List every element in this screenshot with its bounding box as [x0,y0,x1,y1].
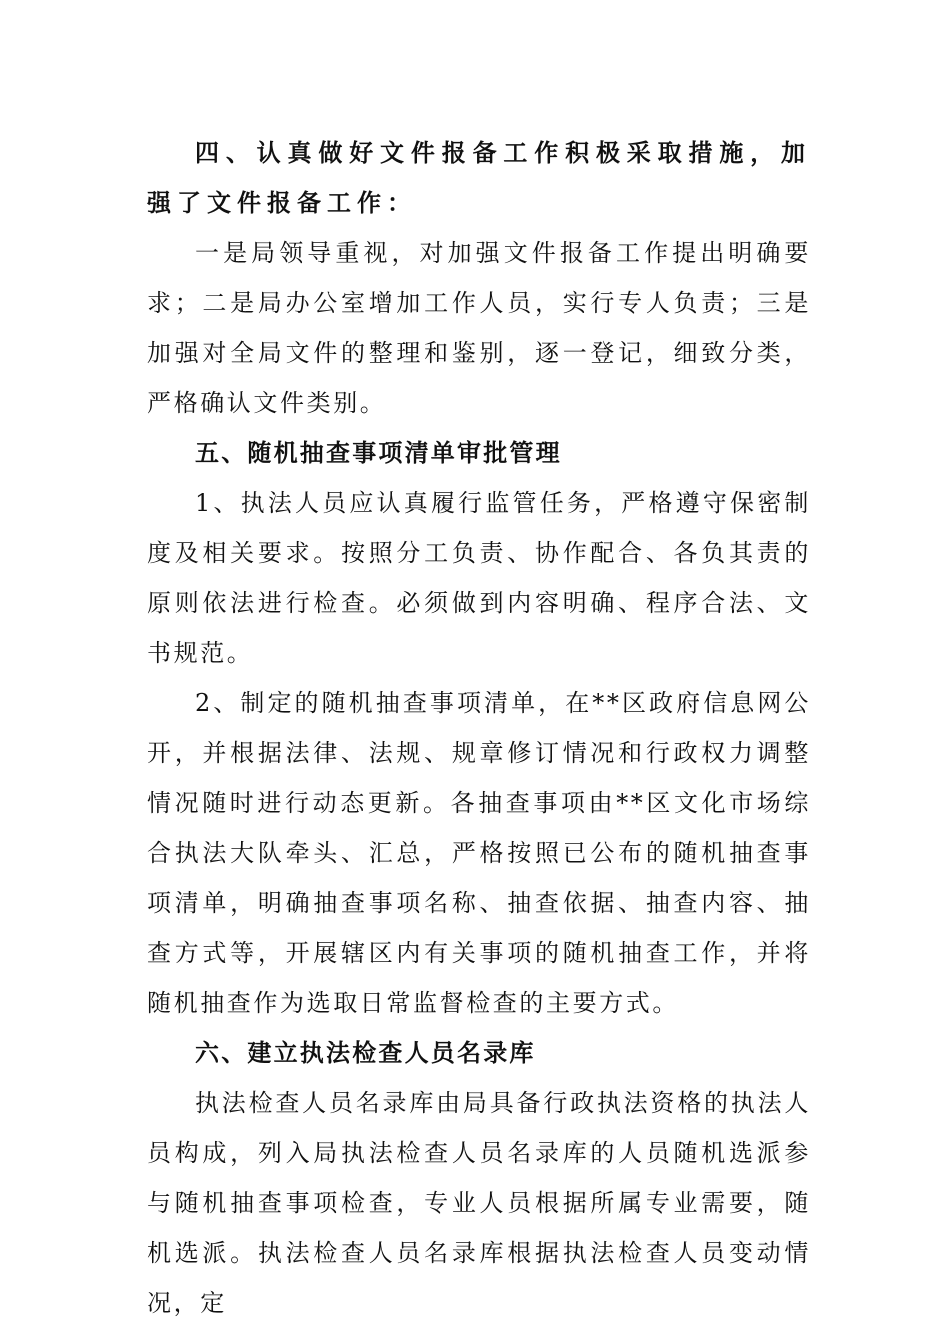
section-4-heading: 四、认真做好文件报备工作积极采取措施，加强了文件报备工作： [147,138,811,217]
section-5-item-2: 2、制定的随机抽查事项清单，在**区政府信息网公开，并根据法律、法规、规章修订情况和行政权力调整情况随时进行动态更新。各抽查事项由**区文化市场综合执法大队牵头、汇总，严格按照已公布的随机抽查事项清单，明确抽查事项名称、抽查依据、抽查内容、抽查方式等，开展辖区内有关事项的随机抽查工作，并将随机抽查作为选取日常监督检查的主要方式。 [147,689,811,1017]
section-4-body: 一是局领导重视，对加强文件报备工作提出明确要求；二是局办公室增加工作人员，实行专人负责；三是加强对全局文件的整理和鉴别，逐一登记，细致分类，严格确认文件类别。 [147,239,811,417]
section-5-heading: 五、随机抽查事项清单审批管理 [195,438,562,467]
document-page [147,128,811,1328]
section-5-item-1: 1、执法人员应认真履行监管任务，严格遵守保密制度及相关要求。按照分工负责、协作配合、各负其责的原则依法进行检查。必须做到内容明确、程序合法、文书规范。 [147,489,811,667]
section-6-body: 执法检查人员名录库由局具备行政执法资格的执法人员构成，列入局执法检查人员名录库的人员随机选派参与随机抽查事项检查，专业人员根据所属专业需要，随机选派。执法检查人员名录库根据执法检查人员变动情况，定 [147,1089,811,1317]
section-6-heading: 六、建立执法检查人员名录库 [195,1038,536,1067]
